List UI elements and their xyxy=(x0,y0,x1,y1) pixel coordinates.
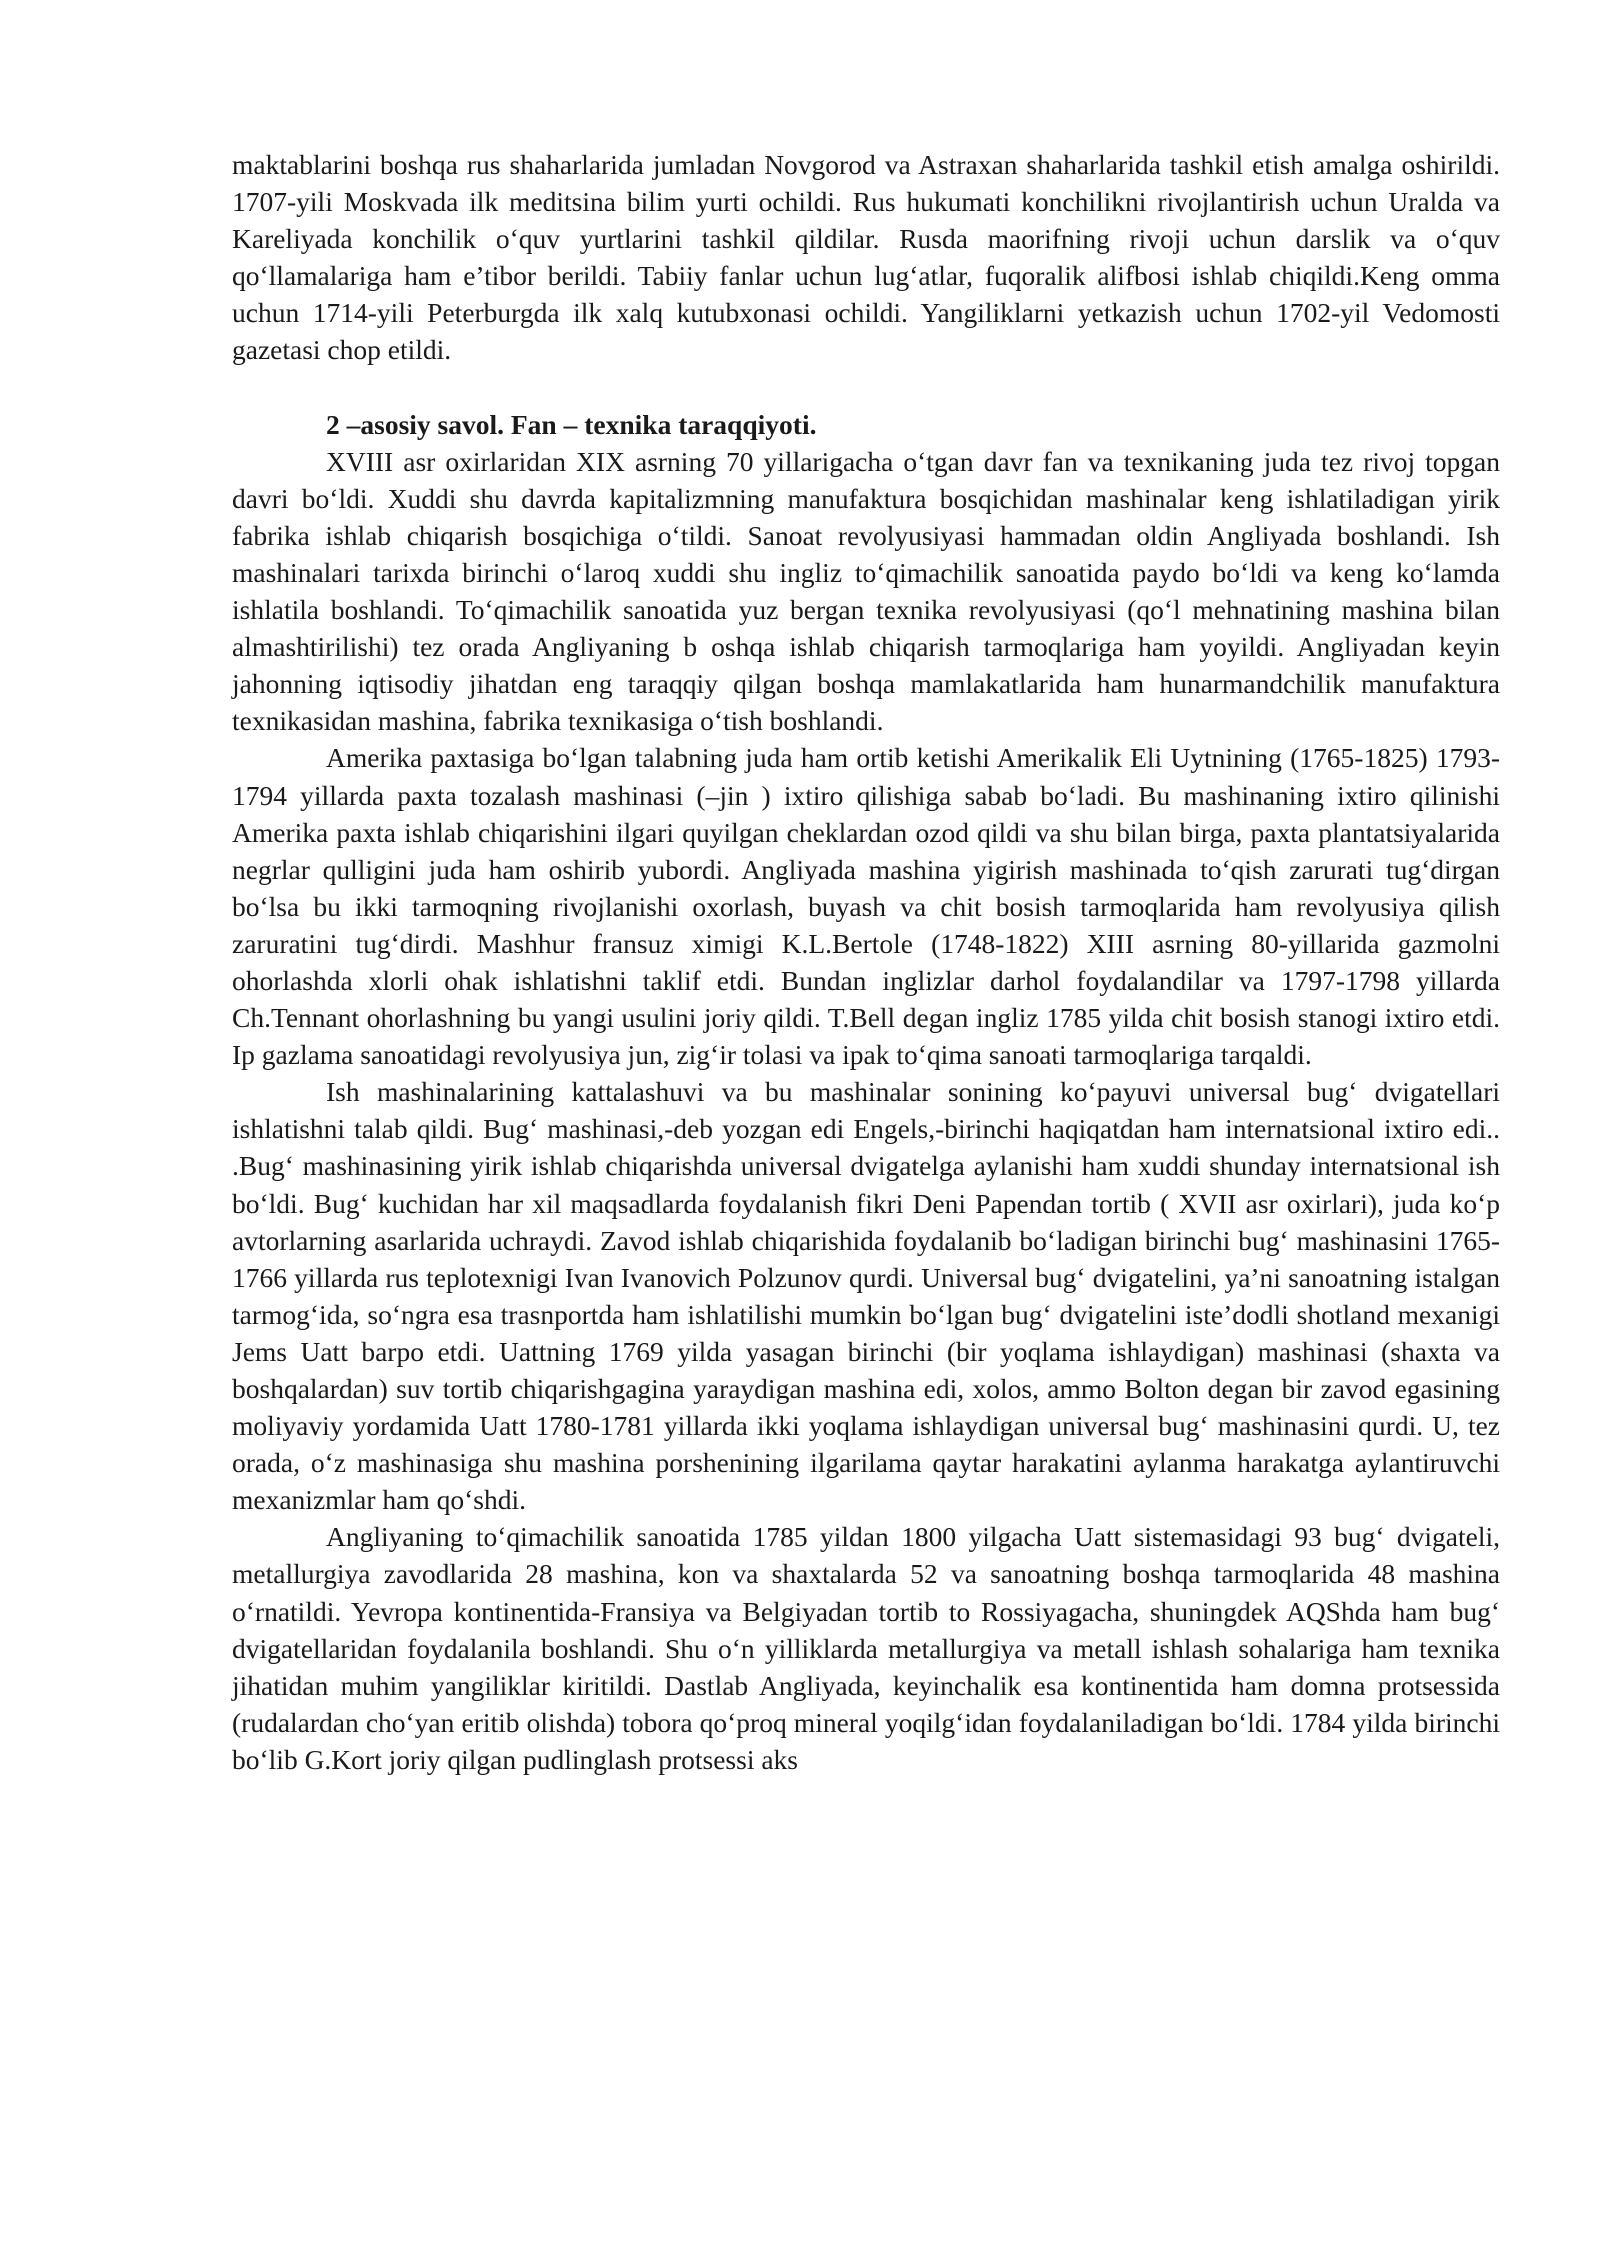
intro-paragraph: maktablarini boshqa rus shaharlarida jumladan Novgorod va Astraxan shaharlarida tashkil etish amalga oshirildi. 1707-yili Moskvada ilk meditsina bilim yurti ochildi. Rus hukumati konchilikni rivojlantirish uchun Uralda va Kareliyada konchilik o‘quv yurtlarini tashkil qildilar. Rusda maorifning rivoji uchun darslik va o‘quv qo‘llamalariga ham e’tibor berildi. Tabiiy fanlar uchun lug‘atlar, fuqoralik alifbosi ishlab chiqildi.Keng omma uchun 1714-yili Peterburgda ilk xalq kutubxonasi ochildi. Yangiliklarni yetkazish uchun 1702-yil Vedomosti gazetasi chop etildi. xyxy=(232,149,1500,366)
document-page xyxy=(232,146,1500,1778)
body-paragraph: Angliyaning to‘qimachilik sanoatida 1785 yildan 1800 yilgacha Uatt sistemasidagi 93 bug‘ dvigateli, metallurgiya zavodlarida 28 mashina, kon va shaxtalarda 52 va sanoatning boshqa tarmoqlarida 48 mashina o‘rnatildi. Yevropa kontinentida-Fransiya va Belgiyadan tortib to Rossiyagacha, shuningdek AQShda ham bug‘ dvigatellaridan foydalanila boshlandi. Shu o‘n yilliklarda metallurgiya va metall ishlash sohalariga ham texnika jihatidan muhim yangiliklar kiritildi. Dastlab Angliyada, keyinchalik esa kontinentida ham domna protsessida (rudalardan cho‘yan eritib olishda) tobora qo‘proq mineral yoqilg‘idan foydalaniladigan bo‘ldi. 1784 yilda birinchi bo‘lib G.Kort joriy qilgan pudlinglash protsessi aks xyxy=(232,1521,1500,1775)
body-paragraph: Ish mashinalarining kattalashuvi va bu mashinalar sonining ko‘payuvi universal bug‘ dvigatellari ishlatishni talab qildi. Bug‘ mashinasi,-deb yozgan edi Engels,-birinchi haqiqatdan ham internatsional ixtiro edi.. .Bug‘ mashinasining yirik ishlab chiqarishda universal dvigatelga aylanishi ham xuddi shunday internatsional ish bo‘ldi. Bug‘ kuchidan har xil maqsadlarda foydalanish fikri Deni Papendan tortib ( XVII asr oxirlari), juda ko‘p avtorlarning asarlarida uchraydi. Zavod ishlab chiqarishida foydalanib bo‘ladigan birinchi bug‘ mashinasini 1765-1766 yillarda rus teplotexnigi Ivan Ivanovich Polzunov qurdi. Universal bug‘ dvigatelini, ya’ni sanoatning istalgan tarmog‘ida, so‘ngra esa trasnportda ham ishlatilishi mumkin bo‘lgan bug‘ dvigatelini iste’dodli shotland mexanigi Jems Uatt barpo etdi. Uattning 1769 yilda yasagan birinchi (bir yoqlama ishlaydigan) mashinasi (shaxta va boshqalardan) suv tortib chiqarishgagina yaraydigan mashina edi, xolos, ammo Bolton degan bir zavod egasining moliyaviy yordamida Uatt 1780-1781 yillarda ikki yoqlama ishlaydigan universal bug‘ mashinasini qurdi. U, tez orada, o‘z mashinasiga shu mashina porshenining ilgarilama qaytar harakatini aylanma harakatga aylantiruvchi mexanizmlar ham qo‘shdi. xyxy=(232,1076,1500,1516)
section-heading: 2 –asosiy savol. Fan – texnika taraqqiyoti. xyxy=(326,408,817,440)
body-paragraph: XVIII asr oxirlaridan XIX asrning 70 yillarigacha o‘tgan davr fan va texnikaning juda tez rivoj topgan davri bo‘ldi. Xuddi shu davrda kapitalizmning manufaktura bosqichidan mashinalar keng ishlatiladigan yirik fabrika ishlab chiqarish bosqichiga o‘tildi. Sanoat revolyusiyasi hammadan oldin Angliyada boshlandi. Ish mashinalari tarixda birinchi o‘laroq xuddi shu ingliz to‘qimachilik sanoatida paydo bo‘ldi va keng ko‘lamda ishlatila boshlandi. To‘qimachilik sanoatida yuz bergan texnika revolyusiyasi (qo‘l mehnatining mashina bilan almashtirilishi) tez orada Angliyaning b oshqa ishlab chiqarish tarmoqlariga ham yoyildi. Angliyadan keyin jahonning iqtisodiy jihatdan eng taraqqiy qilgan boshqa mamlakatlarida ham hunarmandchilik manufaktura texnikasidan mashina, fabrika texnikasiga o‘tish boshlandi. xyxy=(232,445,1500,737)
paragraph-spacer xyxy=(232,369,1500,406)
body-paragraph: Amerika paxtasiga bo‘lgan talabning juda ham ortib ketishi Amerikalik Eli Uytnining (1765-1825) 1793-1794 yillarda paxta tozalash mashinasi (–jin ) ixtiro qilishiga sabab bo‘ladi. Bu mashinaning ixtiro qilinishi Amerika paxta ishlab chiqarishini ilgari quyilgan cheklardan ozod qildi va shu bilan birga, paxta plantatsiyalarida negrlar qulligini juda ham oshirib yubordi. Angliyada mashina yigirish mashinada to‘qish zarurati tug‘dirgan bo‘lsa bu ikki tarmoqning rivojlanishi oxorlash, buyash va chit bosish tarmoqlarida ham revolyusiya qilish zaruratini tug‘dirdi. Mashhur fransuz ximigi K.L.Bertole (1748-1822) XIII asrning 80-yillarida gazmolni ohorlashda xlorli ohak ishlatishni taklif etdi. Bundan inglizlar darhol foydalandilar va 1797-1798 yillarda Ch.Tennant ohorlashning bu yangi usulini joriy qildi. T.Bell degan ingliz 1785 yilda chit bosish stanogi ixtiro etdi. Ip gazlama sanoatidagi revolyusiya jun, zig‘ir tolasi va ipak to‘qima sanoati tarmoqlariga tarqaldi. xyxy=(232,742,1500,1071)
